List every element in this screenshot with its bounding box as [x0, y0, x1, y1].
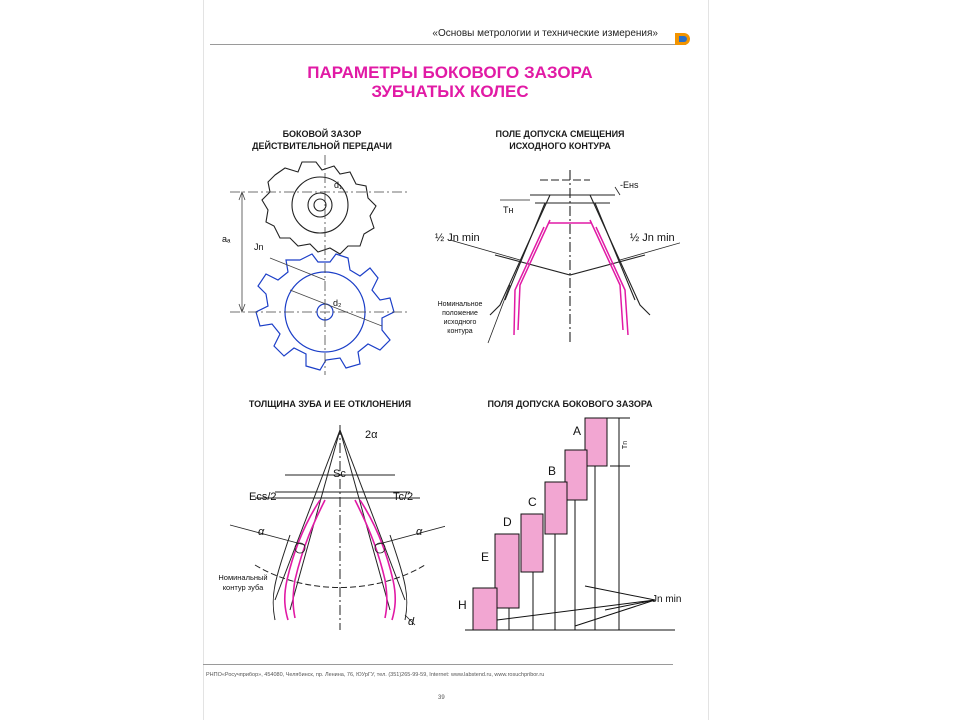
grade-a: A [573, 424, 582, 438]
fig2-heading-line2: ИСХОДНОГО КОНТУРА [509, 141, 611, 151]
label-ehs: -Eнs [620, 180, 639, 190]
note-nominal-rack [425, 300, 495, 336]
fig1-heading [222, 128, 422, 152]
zone-e [495, 534, 519, 608]
grade-d: D [503, 515, 512, 529]
grade-h: H [458, 598, 467, 612]
label-tc-half: Tc/2 [393, 491, 414, 503]
gear-pair-diagram [210, 150, 430, 380]
header-rule [210, 44, 686, 45]
grade-c: C [528, 495, 537, 509]
label-jn-min: Jn min [652, 594, 682, 605]
label-aw: aₐ [222, 234, 231, 244]
zone-h [473, 588, 497, 630]
label-jn-gears: Jn [254, 242, 264, 252]
footer-rule [203, 664, 673, 665]
grade-b: B [548, 464, 557, 478]
fig3-heading: ТОЛЩИНА ЗУБА И ЕЕ ОТКЛОНЕНИЯ [248, 399, 412, 409]
publisher-logo-icon [672, 30, 690, 48]
label-half-jnmin-right: ½ Jn min [630, 232, 675, 244]
note-rack-line4: контура [447, 328, 473, 335]
fig2-heading [470, 128, 650, 152]
note-nominal-tooth [208, 573, 278, 593]
footer-text: РНПО«Росучприбор», 454080, Челябинск, пр. Ленина, 76, ЮУрГУ, тел. (351)265-99-59, Internet: www.labstend.ru, www.rosuchpribor.ru [206, 672, 545, 678]
tolerance-zones-diagram [455, 410, 685, 640]
label-sc: Sc [333, 468, 346, 480]
label-half-jnmin-left: ½ Jn min [435, 232, 480, 244]
label-alpha-left: α [258, 526, 265, 538]
note-rack-line3: исходного [443, 319, 477, 326]
page-title-line1: ПАРАМЕТРЫ БОКОВОГО ЗАЗОРА [307, 63, 593, 82]
label-d1: d₁ [334, 180, 343, 190]
label-th: Tн [503, 205, 514, 215]
label-d-tooth: d [408, 616, 415, 628]
label-ecs-half: Ecs/2 [249, 491, 277, 503]
page-title-line2: ЗУБЧАТЫХ КОЛЕС [371, 82, 529, 101]
fig2-heading-line1: ПОЛЕ ДОПУСКА СМЕЩЕНИЯ [495, 129, 625, 139]
page-number: 39 [438, 695, 445, 701]
label-tn: Tn [622, 440, 630, 450]
grade-e: E [481, 550, 490, 564]
fig4-heading: ПОЛЯ ДОПУСКА БОКОВОГО ЗАЗОРА [487, 399, 653, 409]
zone-a [585, 418, 607, 466]
running-header: «Основы метрологии и технические измерения» [432, 28, 658, 39]
label-d2: d₂ [333, 298, 342, 308]
label-2alpha: 2α [365, 429, 378, 441]
tooth-thickness-diagram [215, 420, 445, 635]
fig1-heading-line1: БОКОВОЙ ЗАЗОР [282, 129, 362, 139]
zone-c [545, 482, 567, 534]
note-rack-line2: положение [442, 310, 478, 317]
page-title [270, 63, 630, 101]
zone-d [521, 514, 543, 572]
zone-b [565, 450, 587, 500]
label-alpha-right: α [416, 526, 423, 538]
note-tooth-line1: Номинальный [218, 573, 268, 582]
note-rack-line1: Номинальное [437, 301, 483, 308]
fig1-heading-line2: ДЕЙСТВИТЕЛЬНОЙ ПЕРЕДАЧИ [252, 141, 392, 151]
note-tooth-line2: контур зуба [222, 583, 264, 592]
